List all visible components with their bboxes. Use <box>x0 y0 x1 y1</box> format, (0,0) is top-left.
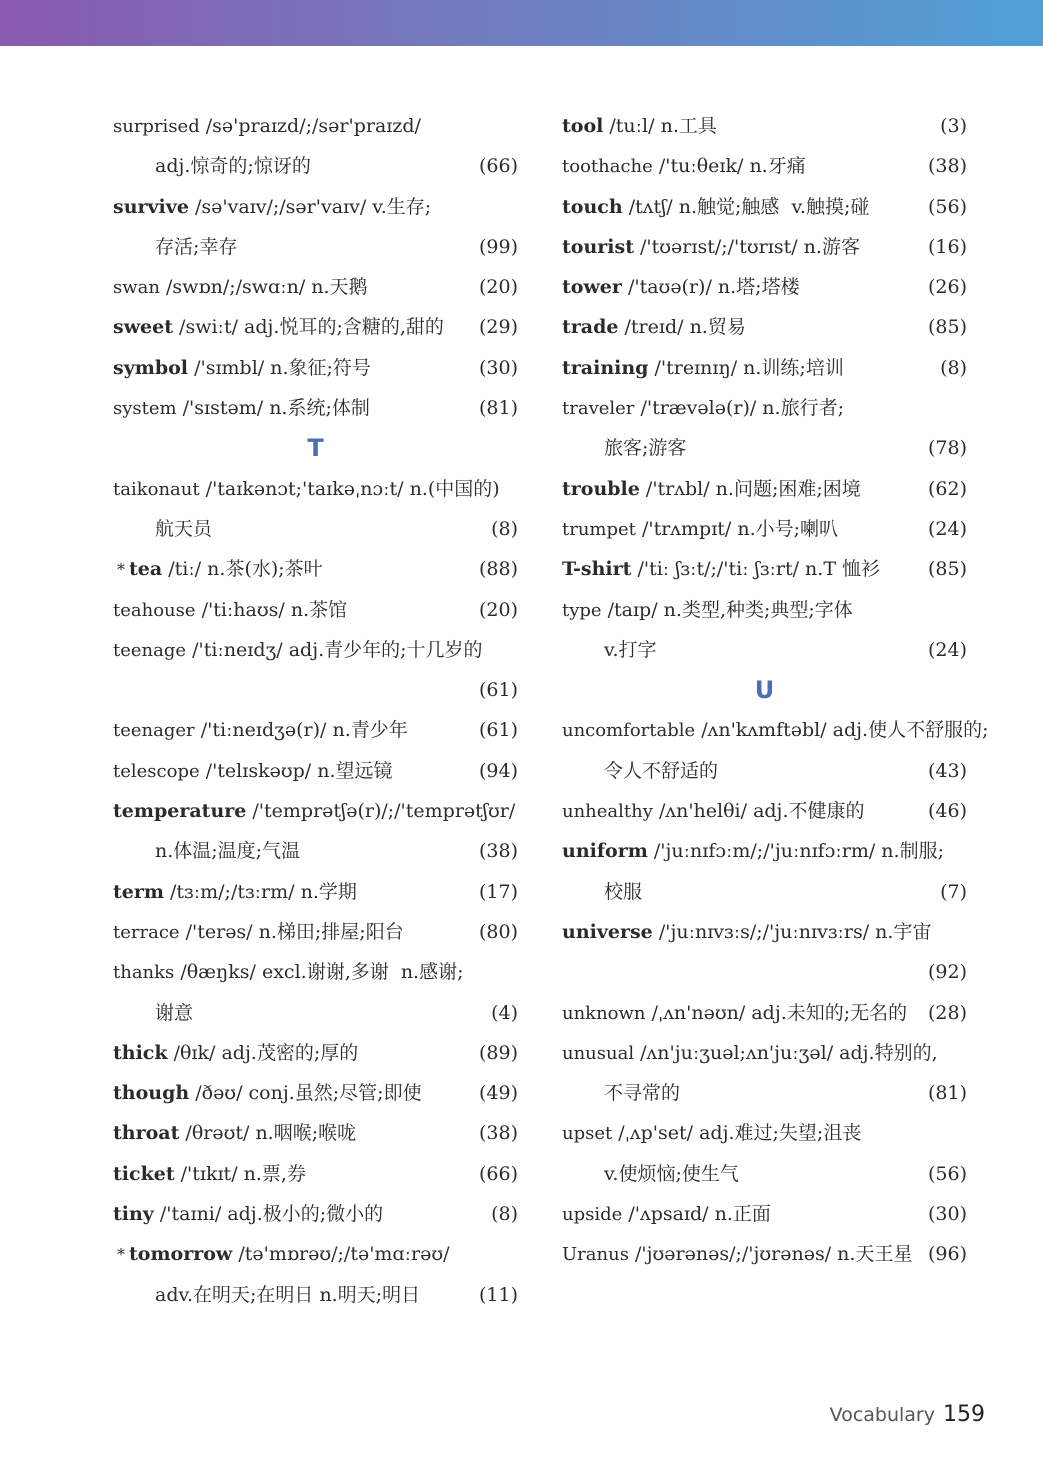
vocab-column-left <box>113 106 518 1315</box>
pronunciation-and-definition: /sə'vaɪv/;/sər'vaɪv/ v.生存; <box>188 195 432 218</box>
vocab-entry <box>562 912 967 952</box>
header-band <box>0 0 1043 46</box>
headword: sweet <box>113 316 174 339</box>
headword: trouble <box>562 477 640 500</box>
vocab-entry <box>562 307 967 347</box>
headword: symbol <box>113 356 189 379</box>
headword: tower <box>562 276 622 299</box>
headword: touch <box>562 195 623 218</box>
headword: surprised <box>113 116 200 137</box>
vocab-entry <box>113 872 518 912</box>
vocab-column-right <box>562 106 989 1275</box>
vocab-entry <box>113 1033 518 1073</box>
entry-continuation <box>113 993 518 1033</box>
pronunciation-and-definition: /tə'mɒrəʊ/;/tə'mɑːrəʊ/ <box>232 1243 450 1266</box>
definition-text: 令人不舒适的 <box>604 759 719 782</box>
vocab-entry <box>562 549 967 589</box>
page-reference: (61) <box>478 679 518 702</box>
pronunciation-and-definition: /'terəs/ n.梯田;排屋;阳台 <box>179 920 404 943</box>
pronunciation-and-definition: /treɪd/ n.贸易 <box>618 316 746 339</box>
vocab-entry <box>562 388 967 428</box>
pronunciation-and-definition: /ˌʌn'nəʊn/ adj.未知的;无名的 <box>645 1001 908 1024</box>
headword: telescope <box>113 760 200 782</box>
page-reference: (49) <box>478 1082 518 1105</box>
pronunciation-and-definition: /'tiː ʃɜːt/;/'tiː ʃɜːrt/ n.T 恤衫 <box>631 558 881 581</box>
headword: T-shirt <box>562 558 632 581</box>
pronunciation-and-definition: /'tiːhaʊs/ n.茶馆 <box>195 598 348 621</box>
page-reference: (56) <box>927 1162 967 1185</box>
headword: toothache <box>562 156 653 178</box>
pronunciation-and-definition: /'tiːneɪdʒ/ adj.青少年的;十几岁的 <box>186 638 483 661</box>
vocab-entry <box>113 106 518 146</box>
key-word-star-icon: * <box>117 560 125 580</box>
page-reference: (92) <box>927 961 967 984</box>
headword: temperature <box>113 800 247 823</box>
headword: unknown <box>562 1002 646 1024</box>
page-reference: (80) <box>478 920 518 943</box>
pronunciation-and-definition: /'telɪskəʊp/ n.望远镜 <box>199 759 393 782</box>
headword: term <box>113 880 164 903</box>
vocab-entry <box>562 710 989 750</box>
pronunciation-and-definition: /'jʊərənəs/;/'jʊrənəs/ n.天王星 <box>628 1243 913 1266</box>
definition-text: v.打字 <box>604 638 657 661</box>
vocab-entry <box>562 1234 967 1274</box>
vocab-entry <box>562 267 967 307</box>
vocab-entry <box>562 1113 967 1153</box>
headword: tourist <box>562 235 634 258</box>
vocab-entry <box>113 388 518 428</box>
definition-text: 不寻常的 <box>604 1082 681 1105</box>
pronunciation-and-definition: /'sɪstəm/ n.系统;体制 <box>176 397 370 420</box>
definition-text: adj.惊奇的;惊讶的 <box>155 155 311 178</box>
headword: upside <box>562 1204 623 1226</box>
page-reference: (99) <box>478 235 518 258</box>
page-footer <box>830 1402 985 1427</box>
headword: trumpet <box>562 518 636 540</box>
vocab-entry <box>113 348 518 388</box>
definition-text: v.使烦恼;使生气 <box>604 1162 739 1185</box>
page-number: 159 <box>943 1402 985 1427</box>
page-reference: (20) <box>478 598 518 621</box>
pronunciation-and-definition: /tʌtʃ/ n.触觉;触感 v.触摸;碰 <box>622 195 870 218</box>
pronunciation-and-definition: /tɜːm/;/tɜːrm/ n.学期 <box>163 880 357 903</box>
headword: though <box>113 1082 190 1105</box>
entry-continuation <box>113 1275 518 1315</box>
definition-text: 谢意 <box>155 1001 194 1024</box>
page-reference: (85) <box>927 558 967 581</box>
page-reference: (4) <box>491 1001 518 1024</box>
page-reference: (20) <box>478 276 518 299</box>
entry-continuation <box>562 751 967 791</box>
section-letter-heading: T <box>307 434 324 463</box>
vocab-entry <box>562 1033 967 1073</box>
page-reference: (24) <box>927 517 967 540</box>
pronunciation-and-definition: /ʌn'juːʒuəl;ʌn'juːʒəl/ adj.特别的, <box>634 1041 938 1064</box>
page-reference: (8) <box>940 356 967 379</box>
headword: thanks <box>113 962 175 984</box>
headword: teenager <box>113 720 195 742</box>
entry-continuation <box>562 1154 967 1194</box>
pronunciation-and-definition: /θrəʊt/ n.咽喉;喉咙 <box>179 1122 357 1145</box>
definition-text: 旅客;游客 <box>604 437 687 460</box>
page-reference: (8) <box>491 517 518 540</box>
vocab-entry <box>113 952 518 992</box>
headword: training <box>562 356 649 379</box>
entry-continuation <box>562 872 967 912</box>
headword: trade <box>562 316 619 339</box>
page-reference: (26) <box>927 276 967 299</box>
pronunciation-and-definition: /tuːl/ n.工具 <box>603 115 717 137</box>
vocab-entry <box>562 146 967 186</box>
page-reference: (78) <box>927 437 967 460</box>
section-letter-heading: U <box>754 676 775 705</box>
page-reference: (8) <box>491 1203 518 1226</box>
vocab-entry <box>113 1194 518 1234</box>
definition-text: n.体温;温度;气温 <box>155 840 301 863</box>
page-reference: (66) <box>478 1162 518 1185</box>
headword: taikonaut <box>113 478 200 500</box>
vocab-entry <box>113 630 518 670</box>
page-reference: (29) <box>478 316 518 339</box>
pronunciation-and-definition: /tiː/ n.茶(水);茶叶 <box>162 558 323 581</box>
vocab-entry <box>562 993 967 1033</box>
page-reference: (43) <box>927 759 967 782</box>
headword: survive <box>113 195 189 218</box>
footer-label: Vocabulary <box>829 1404 935 1426</box>
pronunciation-and-definition: /'sɪmbl/ n.象征;符号 <box>188 356 371 379</box>
page-reference: (38) <box>478 840 518 863</box>
page-reference: (11) <box>478 1283 518 1306</box>
vocab-entry <box>113 1154 518 1194</box>
headword: terrace <box>113 921 180 943</box>
headword: type <box>562 599 602 621</box>
headword: throat <box>113 1122 180 1145</box>
page-reference: (94) <box>478 759 518 782</box>
page-reference: (85) <box>927 316 967 339</box>
vocab-entry <box>113 1113 518 1153</box>
vocab-entry <box>113 791 518 831</box>
page-reference: (28) <box>927 1001 967 1024</box>
pronunciation-and-definition: /ˌʌp'set/ adj.难过;失望;沮丧 <box>612 1122 862 1145</box>
page-reference: (89) <box>478 1041 518 1064</box>
page-reference: (66) <box>478 155 518 178</box>
vocab-entry <box>113 187 518 227</box>
vocab-entry <box>113 549 518 589</box>
page-reference: (88) <box>478 558 518 581</box>
vocab-entry <box>113 1073 518 1113</box>
page-reference: (16) <box>927 235 967 258</box>
entry-continuation <box>113 146 518 186</box>
pronunciation-and-definition: /'treɪnɪŋ/ n.训练;培训 <box>648 356 844 379</box>
pronunciation-and-definition: /'trʌmpɪt/ n.小号;喇叭 <box>635 517 839 540</box>
vocab-entry <box>113 469 518 509</box>
entry-continuation <box>562 630 967 670</box>
page-reference: (38) <box>478 1122 518 1145</box>
page-reference: (38) <box>927 155 967 178</box>
entry-continuation <box>113 670 518 710</box>
page-reference: (24) <box>927 638 967 661</box>
definition-text: 航天员 <box>155 517 213 540</box>
pronunciation-and-definition: /ðəʊ/ conj.虽然;尽管;即使 <box>189 1082 422 1105</box>
pronunciation-and-definition: /'ʌpsaɪd/ n.正面 <box>622 1203 771 1226</box>
pronunciation-and-definition: /'trævələ(r)/ n.旅行者; <box>634 397 844 420</box>
vocab-entry <box>562 590 967 630</box>
page-reference: (81) <box>927 1082 967 1105</box>
headword: ticket <box>113 1162 175 1185</box>
entry-continuation <box>113 509 518 549</box>
headword: tiny <box>113 1203 154 1226</box>
headword: tool <box>562 115 604 137</box>
definition-text: 校服 <box>604 880 643 903</box>
headword: universe <box>562 920 653 943</box>
pronunciation-and-definition: /θæŋks/ excl.谢谢,多谢 n.感谢; <box>174 961 464 984</box>
page-reference: (30) <box>478 356 518 379</box>
page-reference: (17) <box>478 880 518 903</box>
pronunciation-and-definition: /'tuːθeɪk/ n.牙痛 <box>652 155 806 178</box>
definition-text: 存活;幸存 <box>155 235 238 258</box>
headword: thick <box>113 1041 168 1064</box>
pronunciation-and-definition: /sə'praɪzd/;/sər'praɪzd/ <box>199 115 421 137</box>
vocab-entry <box>113 267 518 307</box>
headword: uncomfortable <box>562 720 696 742</box>
vocab-entry <box>562 187 967 227</box>
page-reference: (81) <box>478 397 518 420</box>
pronunciation-and-definition: /'tɪkɪt/ n.票,券 <box>174 1162 306 1185</box>
vocab-entry <box>562 831 967 871</box>
headword: system <box>113 398 177 420</box>
definition-text: adv.在明天;在明日 n.明天;明日 <box>155 1283 421 1306</box>
vocab-entry <box>113 1234 518 1274</box>
entry-continuation <box>113 831 518 871</box>
headword: traveler <box>562 398 635 420</box>
pronunciation-and-definition: /'tʊərɪst/;/'tʊrɪst/ n.游客 <box>633 235 860 258</box>
headword: swan <box>113 277 160 299</box>
pronunciation-and-definition: /'trʌbl/ n.问题;困难;困境 <box>639 477 861 500</box>
vocab-entry <box>562 106 967 146</box>
page-reference: (46) <box>927 800 967 823</box>
vocab-entry <box>562 1194 967 1234</box>
page-reference: (7) <box>940 880 967 903</box>
vocab-entry <box>113 710 518 750</box>
pronunciation-and-definition: /θɪk/ adj.茂密的;厚的 <box>167 1041 359 1064</box>
pronunciation-and-definition: /'juːnɪvɜːs/;/'juːnɪvɜːrs/ n.宇宙 <box>652 920 932 943</box>
pronunciation-and-definition: /ʌn'kʌmftəbl/ adj.使人不舒服的; <box>695 719 989 742</box>
page-reference: (30) <box>927 1203 967 1226</box>
entry-continuation <box>562 952 967 992</box>
headword: unhealthy <box>562 801 653 823</box>
key-word-star-icon: * <box>117 1245 125 1265</box>
page-reference: (3) <box>940 115 967 137</box>
headword: teahouse <box>113 599 196 621</box>
vocab-entry <box>562 469 967 509</box>
pronunciation-and-definition: /ʌn'helθi/ adj.不健康的 <box>652 800 865 823</box>
pronunciation-and-definition: /swiːt/ adj.悦耳的;含糖的,甜的 <box>173 316 444 339</box>
pronunciation-and-definition: /'juːnɪfɔːm/;/'juːnɪfɔːrm/ n.制服; <box>647 840 944 863</box>
headword: upset <box>562 1123 613 1145</box>
page-reference: (96) <box>927 1243 967 1266</box>
vocab-entry <box>562 348 967 388</box>
headword: unusual <box>562 1042 635 1064</box>
vocab-entry <box>113 590 518 630</box>
page-reference: (62) <box>927 477 967 500</box>
vocab-entry <box>562 227 967 267</box>
pronunciation-and-definition: /swɒn/;/swɑːn/ n.天鹅 <box>159 276 368 299</box>
page-reference: (56) <box>927 195 967 218</box>
vocab-entry <box>113 751 518 791</box>
headword: uniform <box>562 840 648 863</box>
entry-continuation <box>113 227 518 267</box>
headword: teenage <box>113 639 187 661</box>
pronunciation-and-definition: /taɪp/ n.类型,种类;典型;字体 <box>601 598 853 621</box>
pronunciation-and-definition: /'taɪkənɔt;'taɪkəˌnɔːt/ n.(中国的) <box>199 477 500 500</box>
vocab-entry <box>113 912 518 952</box>
headword: tea <box>129 558 163 581</box>
entry-continuation <box>562 1073 967 1113</box>
vocab-entry <box>562 509 967 549</box>
pronunciation-and-definition: /'taʊə(r)/ n.塔;塔楼 <box>621 276 800 299</box>
vocab-entry <box>562 791 967 831</box>
entry-continuation <box>562 428 967 468</box>
headword: tomorrow <box>129 1243 233 1266</box>
headword: Uranus <box>562 1244 629 1266</box>
vocab-entry <box>113 307 518 347</box>
page-reference: (61) <box>478 719 518 742</box>
pronunciation-and-definition: /'tiːneɪdʒə(r)/ n.青少年 <box>194 719 408 742</box>
pronunciation-and-definition: /'taɪni/ adj.极小的;微小的 <box>153 1203 384 1226</box>
pronunciation-and-definition: /'temprətʃə(r)/;/'temprətʃʊr/ <box>246 800 516 823</box>
